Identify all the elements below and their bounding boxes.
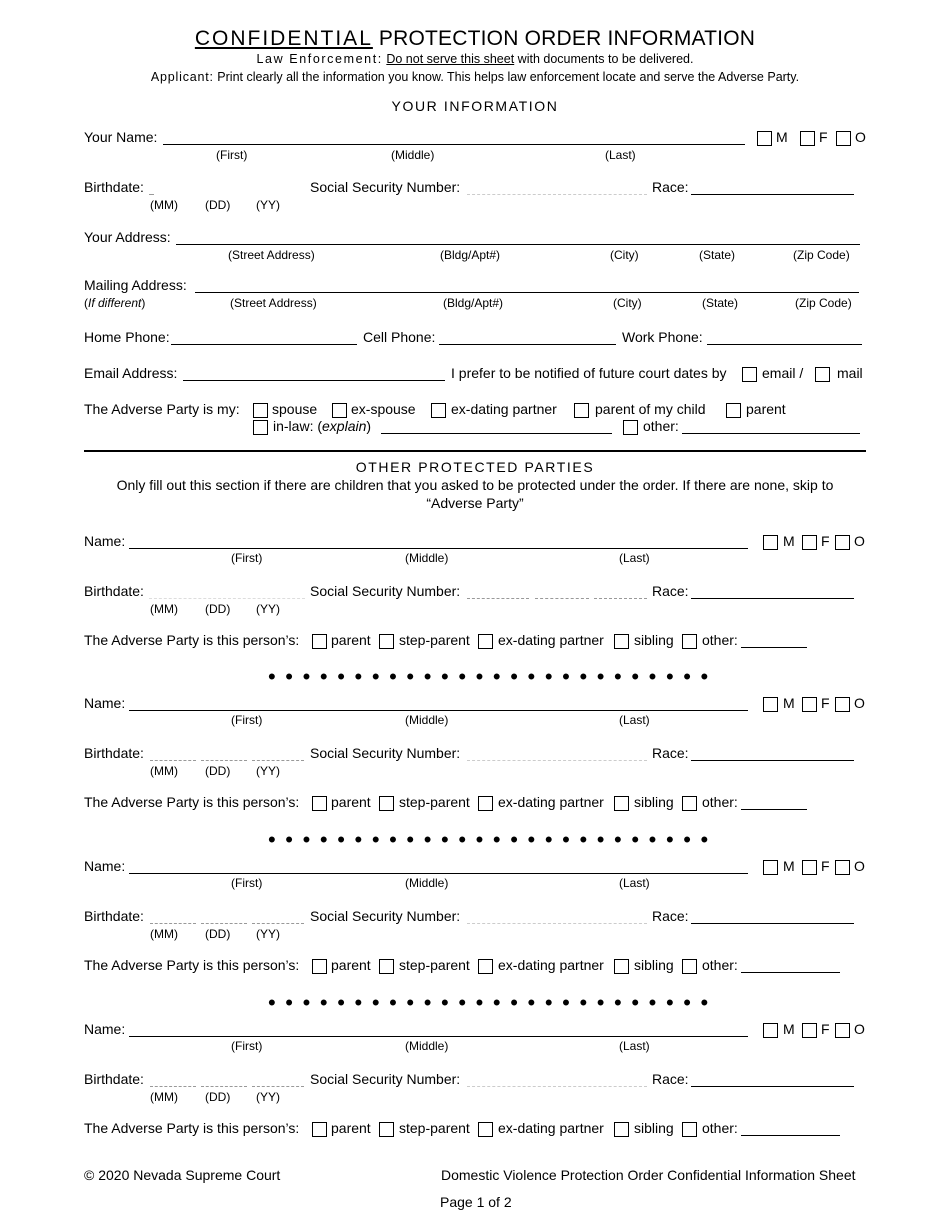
- party-2-yy-caption: (YY): [256, 764, 280, 778]
- sex-f-label: F: [819, 129, 828, 145]
- party-4-sibling-checkbox[interactable]: [614, 1122, 629, 1137]
- party-1-ex-dating-partner-label: ex-dating partner: [498, 632, 604, 648]
- parent-label: parent: [746, 401, 786, 417]
- party-3-other-label: other:: [702, 957, 738, 973]
- party-4-dd-caption: (DD): [205, 1090, 231, 1104]
- party-2-dd-caption: (DD): [205, 764, 231, 778]
- party-2-middle-caption: (Middle): [405, 713, 449, 727]
- party-3-last-caption: (Last): [619, 876, 650, 890]
- party-1-sex-f-label: F: [821, 533, 830, 549]
- party-1-last-caption: (Last): [619, 551, 650, 565]
- parent-of-child-checkbox[interactable]: [574, 403, 589, 418]
- party-3-sex-f-checkbox[interactable]: [802, 860, 817, 875]
- party-2-step-parent-checkbox[interactable]: [379, 796, 394, 811]
- party-1-other-field[interactable]: [741, 647, 807, 648]
- party-4-birthdate-label: Birthdate:: [84, 1071, 144, 1087]
- party-3-parent-checkbox[interactable]: [312, 959, 327, 974]
- party-3-birthdate-label: Birthdate:: [84, 908, 144, 924]
- ex-dating-partner-checkbox[interactable]: [431, 403, 446, 418]
- bldg-caption: (Bldg/Apt#): [443, 296, 504, 310]
- party-4-step-parent-label: step-parent: [399, 1120, 470, 1136]
- party-4-ex-dating-partner-label: ex-dating partner: [498, 1120, 604, 1136]
- party-1-relation-label: The Adverse Party is this person’s:: [84, 632, 300, 648]
- ex-dating-partner-label: ex-dating partner: [451, 401, 557, 417]
- party-2-race-label: Race:: [652, 745, 689, 761]
- party-4-sex-o-checkbox[interactable]: [835, 1023, 850, 1038]
- party-4-name-field[interactable]: [129, 1036, 748, 1037]
- birthdate-field[interactable]: [149, 194, 154, 195]
- notify-email-label: email /: [762, 365, 804, 381]
- party-1-ssn-part3-field[interactable]: [594, 598, 647, 599]
- footer-copyright: © 2020 Nevada Supreme Court: [84, 1167, 281, 1183]
- party-1-race-field[interactable]: [691, 598, 854, 599]
- party-2-sibling-label: sibling: [634, 794, 674, 810]
- mm-caption: (MM): [150, 198, 178, 212]
- party-1-birthdate-field[interactable]: [149, 598, 305, 599]
- party-4-other-field[interactable]: [741, 1135, 840, 1136]
- race-label: Race:: [652, 179, 689, 195]
- party-4-birth-mm-field[interactable]: [150, 1086, 196, 1087]
- other-parties-intro-2: “Adverse Party”: [426, 495, 524, 511]
- work-phone-label: Work Phone:: [622, 329, 703, 345]
- zip-caption: (Zip Code): [795, 296, 852, 310]
- party-3-race-label: Race:: [652, 908, 689, 924]
- party-3-ex-dating-partner-label: ex-dating partner: [498, 957, 604, 973]
- party-4-ssn-label: Social Security Number:: [310, 1071, 461, 1087]
- street-caption: (Street Address): [230, 296, 317, 310]
- party-2-other-label: other:: [702, 794, 738, 810]
- party-3-yy-caption: (YY): [256, 927, 280, 941]
- party-3-mm-caption: (MM): [150, 927, 178, 941]
- party-4-sex-f-label: F: [821, 1021, 830, 1037]
- party-3-sibling-checkbox[interactable]: [614, 959, 629, 974]
- party-1-sex-m-checkbox[interactable]: [763, 535, 778, 550]
- email-field[interactable]: [183, 380, 445, 381]
- sex-f-checkbox[interactable]: [800, 131, 815, 146]
- party-2-sex-m-label: M: [783, 695, 795, 711]
- party-3-sex-o-checkbox[interactable]: [835, 860, 850, 875]
- party-4-ex-dating-partner-checkbox[interactable]: [478, 1122, 493, 1137]
- party-4-sex-m-label: M: [783, 1021, 795, 1037]
- party-1-ex-dating-partner-checkbox[interactable]: [478, 634, 493, 649]
- party-1-yy-caption: (YY): [256, 602, 280, 616]
- party-1-ssn-label: Social Security Number:: [310, 583, 461, 599]
- party-2-first-caption: (First): [231, 713, 263, 727]
- party-3-birth-mm-field[interactable]: [150, 923, 196, 924]
- section-divider: [84, 450, 866, 452]
- spouse-label: spouse: [272, 401, 318, 417]
- party-3-birth-yy-field[interactable]: [252, 923, 304, 924]
- party-1-mm-caption: (MM): [150, 602, 178, 616]
- party-4-race-field[interactable]: [691, 1086, 854, 1087]
- party-1-name-field[interactable]: [129, 548, 748, 549]
- parent-of-child-label: parent of my child: [595, 401, 706, 417]
- in-law-label: in-law: (explain): [273, 418, 372, 434]
- party-4-relation-label: The Adverse Party is this person’s:: [84, 1120, 300, 1136]
- party-3-sex-m-checkbox[interactable]: [763, 860, 778, 875]
- sex-o-label: O: [855, 129, 866, 145]
- party-3-ssn-label: Social Security Number:: [310, 908, 461, 924]
- party-2-ssn-field[interactable]: [467, 760, 647, 761]
- other-parties-intro: Only fill out this section if there are children that you asked to be protected under the order. If there are none, skip to: [116, 477, 834, 493]
- party-2-step-parent-label: step-parent: [399, 794, 470, 810]
- cell-phone-field[interactable]: [439, 344, 616, 345]
- party-4-birth-dd-field[interactable]: [201, 1086, 247, 1087]
- party-1-birthdate-label: Birthdate:: [84, 583, 144, 599]
- notify-mail-checkbox[interactable]: [815, 367, 830, 382]
- party-1-middle-caption: (Middle): [405, 551, 449, 565]
- work-phone-field[interactable]: [707, 344, 862, 345]
- party-3-middle-caption: (Middle): [405, 876, 449, 890]
- party-3-race-field[interactable]: [691, 923, 854, 924]
- party-2-sibling-checkbox[interactable]: [614, 796, 629, 811]
- mailing-label: Mailing Address:: [84, 277, 187, 293]
- party-3-first-caption: (First): [231, 876, 263, 890]
- party-3-other-field[interactable]: [741, 972, 840, 973]
- spouse-checkbox[interactable]: [253, 403, 268, 418]
- party-2-ex-dating-partner-label: ex-dating partner: [498, 794, 604, 810]
- in-law-checkbox[interactable]: [253, 420, 268, 435]
- party-1-parent-checkbox[interactable]: [312, 634, 327, 649]
- in-law-explain-field[interactable]: [381, 433, 612, 434]
- party-2-name-label: Name:: [84, 695, 126, 711]
- party-4-sex-m-checkbox[interactable]: [763, 1023, 778, 1038]
- street-caption: (Street Address): [228, 248, 315, 262]
- party-4-other-label: other:: [702, 1120, 738, 1136]
- party-1-dd-caption: (DD): [205, 602, 231, 616]
- party-separator-3: ••••••••••••••••••••••••••: [268, 990, 718, 1015]
- other-parties-heading: OTHER PROTECTED PARTIES: [355, 459, 595, 475]
- ex-spouse-label: ex-spouse: [351, 401, 416, 417]
- party-3-other-checkbox[interactable]: [682, 959, 697, 974]
- party-2-birth-dd-field[interactable]: [201, 760, 247, 761]
- party-1-other-checkbox[interactable]: [682, 634, 697, 649]
- party-2-other-field[interactable]: [741, 809, 807, 810]
- party-3-name-label: Name:: [84, 858, 126, 874]
- party-4-step-parent-checkbox[interactable]: [379, 1122, 394, 1137]
- bldg-caption: (Bldg/Apt#): [440, 248, 501, 262]
- party-4-parent-checkbox[interactable]: [312, 1122, 327, 1137]
- party-2-birth-yy-field[interactable]: [252, 760, 304, 761]
- city-caption: (City): [613, 296, 642, 310]
- mailing-address-field[interactable]: [195, 292, 859, 293]
- address-field[interactable]: [176, 244, 860, 245]
- party-2-name-field[interactable]: [129, 710, 748, 711]
- title-rest: PROTECTION ORDER INFORMATION: [372, 27, 756, 50]
- parent-checkbox[interactable]: [726, 403, 741, 418]
- party-4-ssn-field[interactable]: [467, 1086, 647, 1087]
- footer-form-title: Domestic Violence Protection Order Confidential Information Sheet: [441, 1167, 856, 1183]
- party-1-sex-o-checkbox[interactable]: [835, 535, 850, 550]
- address-label: Your Address:: [84, 229, 171, 245]
- city-caption: (City): [610, 248, 639, 262]
- party-1-sex-o-label: O: [854, 533, 865, 549]
- party-2-mm-caption: (MM): [150, 764, 178, 778]
- party-4-birth-yy-field[interactable]: [252, 1086, 304, 1087]
- party-1-first-caption: (First): [231, 551, 263, 565]
- if-different-caption: (If different): [84, 296, 146, 310]
- adverse-party-label: The Adverse Party is my:: [84, 401, 240, 417]
- party-3-ssn-field[interactable]: [467, 923, 647, 924]
- party-1-ssn-part1-field[interactable]: [467, 598, 529, 599]
- home-phone-label: Home Phone:: [84, 329, 170, 345]
- party-1-ssn-part2-field[interactable]: [535, 598, 589, 599]
- yy-caption: (YY): [256, 198, 280, 212]
- party-separator-1: ••••••••••••••••••••••••••: [268, 664, 718, 689]
- party-1-sibling-checkbox[interactable]: [614, 634, 629, 649]
- party-3-birth-dd-field[interactable]: [201, 923, 247, 924]
- sex-m-label: M: [776, 129, 788, 145]
- party-4-last-caption: (Last): [619, 1039, 650, 1053]
- party-3-relation-label: The Adverse Party is this person’s:: [84, 957, 300, 973]
- party-3-sex-m-label: M: [783, 858, 795, 874]
- your-name-field[interactable]: [163, 144, 745, 145]
- party-2-relation-label: The Adverse Party is this person’s:: [84, 794, 300, 810]
- zip-caption: (Zip Code): [793, 248, 850, 262]
- party-1-sibling-label: sibling: [634, 632, 674, 648]
- page-title: [0, 27, 950, 51]
- birthdate-label: Birthdate:: [84, 179, 144, 195]
- state-caption: (State): [702, 296, 739, 310]
- party-1-race-label: Race:: [652, 583, 689, 599]
- ex-spouse-checkbox[interactable]: [332, 403, 347, 418]
- party-4-name-label: Name:: [84, 1021, 126, 1037]
- your-information-heading: YOUR INFORMATION: [391, 98, 559, 114]
- ssn-field[interactable]: [467, 194, 647, 195]
- party-4-sibling-label: sibling: [634, 1120, 674, 1136]
- race-field[interactable]: [691, 194, 854, 195]
- party-3-step-parent-label: step-parent: [399, 957, 470, 973]
- party-2-sex-m-checkbox[interactable]: [763, 697, 778, 712]
- party-2-sex-o-checkbox[interactable]: [835, 697, 850, 712]
- party-3-parent-label: parent: [331, 957, 371, 973]
- party-4-first-caption: (First): [231, 1039, 263, 1053]
- home-phone-field[interactable]: [171, 344, 357, 345]
- other-field[interactable]: [682, 433, 860, 434]
- first-caption: (First): [216, 148, 248, 162]
- party-3-dd-caption: (DD): [205, 927, 231, 941]
- party-2-ex-dating-partner-checkbox[interactable]: [478, 796, 493, 811]
- party-3-sibling-label: sibling: [634, 957, 674, 973]
- notify-mail-label: mail: [837, 365, 863, 381]
- party-2-sex-f-checkbox[interactable]: [802, 697, 817, 712]
- email-label: Email Address:: [84, 365, 178, 381]
- party-1-sex-f-checkbox[interactable]: [802, 535, 817, 550]
- party-2-parent-label: parent: [331, 794, 371, 810]
- party-4-other-checkbox[interactable]: [682, 1122, 697, 1137]
- party-2-other-checkbox[interactable]: [682, 796, 697, 811]
- party-2-sex-o-label: O: [854, 695, 865, 711]
- party-1-name-label: Name:: [84, 533, 126, 549]
- sex-m-checkbox[interactable]: [757, 131, 772, 146]
- party-separator-2: ••••••••••••••••••••••••••: [268, 827, 718, 852]
- your-name-label: Your Name:: [84, 129, 158, 145]
- party-3-sex-o-label: O: [854, 858, 865, 874]
- party-4-sex-f-checkbox[interactable]: [802, 1023, 817, 1038]
- party-4-yy-caption: (YY): [256, 1090, 280, 1104]
- party-2-race-field[interactable]: [691, 760, 854, 761]
- party-2-sex-f-label: F: [821, 695, 830, 711]
- party-1-step-parent-label: step-parent: [399, 632, 470, 648]
- party-2-ssn-label: Social Security Number:: [310, 745, 461, 761]
- party-3-ex-dating-partner-checkbox[interactable]: [478, 959, 493, 974]
- party-2-birthdate-label: Birthdate:: [84, 745, 144, 761]
- party-3-sex-f-label: F: [821, 858, 830, 874]
- party-4-mm-caption: (MM): [150, 1090, 178, 1104]
- party-1-sex-m-label: M: [783, 533, 795, 549]
- footer-page-number: Page 1 of 2: [440, 1194, 512, 1210]
- applicant-note: Applicant: Print clearly all the information you know. This helps law enforcement locate and serve the Adverse Party.: [150, 70, 800, 84]
- middle-caption: (Middle): [391, 148, 435, 162]
- party-2-birth-mm-field[interactable]: [150, 760, 196, 761]
- state-caption: (State): [699, 248, 736, 262]
- party-4-sex-o-label: O: [854, 1021, 865, 1037]
- party-3-step-parent-checkbox[interactable]: [379, 959, 394, 974]
- notify-label: I prefer to be notified of future court dates by: [451, 365, 727, 381]
- party-1-step-parent-checkbox[interactable]: [379, 634, 394, 649]
- party-4-parent-label: parent: [331, 1120, 371, 1136]
- title-confidential: CONFIDENTIAL: [194, 27, 373, 50]
- ssn-label: Social Security Number:: [310, 179, 461, 195]
- party-2-parent-checkbox[interactable]: [312, 796, 327, 811]
- other-label: other:: [643, 418, 679, 434]
- dd-caption: (DD): [205, 198, 231, 212]
- party-1-parent-label: parent: [331, 632, 371, 648]
- party-2-last-caption: (Last): [619, 713, 650, 727]
- party-4-race-label: Race:: [652, 1071, 689, 1087]
- last-caption: (Last): [605, 148, 636, 162]
- party-3-name-field[interactable]: [129, 873, 748, 874]
- party-1-other-label: other:: [702, 632, 738, 648]
- sex-o-checkbox[interactable]: [836, 131, 851, 146]
- law-enforcement-note: Law Enforcement: Do not serve this sheet with documents to be delivered.: [256, 52, 694, 66]
- party-4-middle-caption: (Middle): [405, 1039, 449, 1053]
- other-checkbox[interactable]: [623, 420, 638, 435]
- notify-email-checkbox[interactable]: [742, 367, 757, 382]
- cell-phone-label: Cell Phone:: [363, 329, 436, 345]
